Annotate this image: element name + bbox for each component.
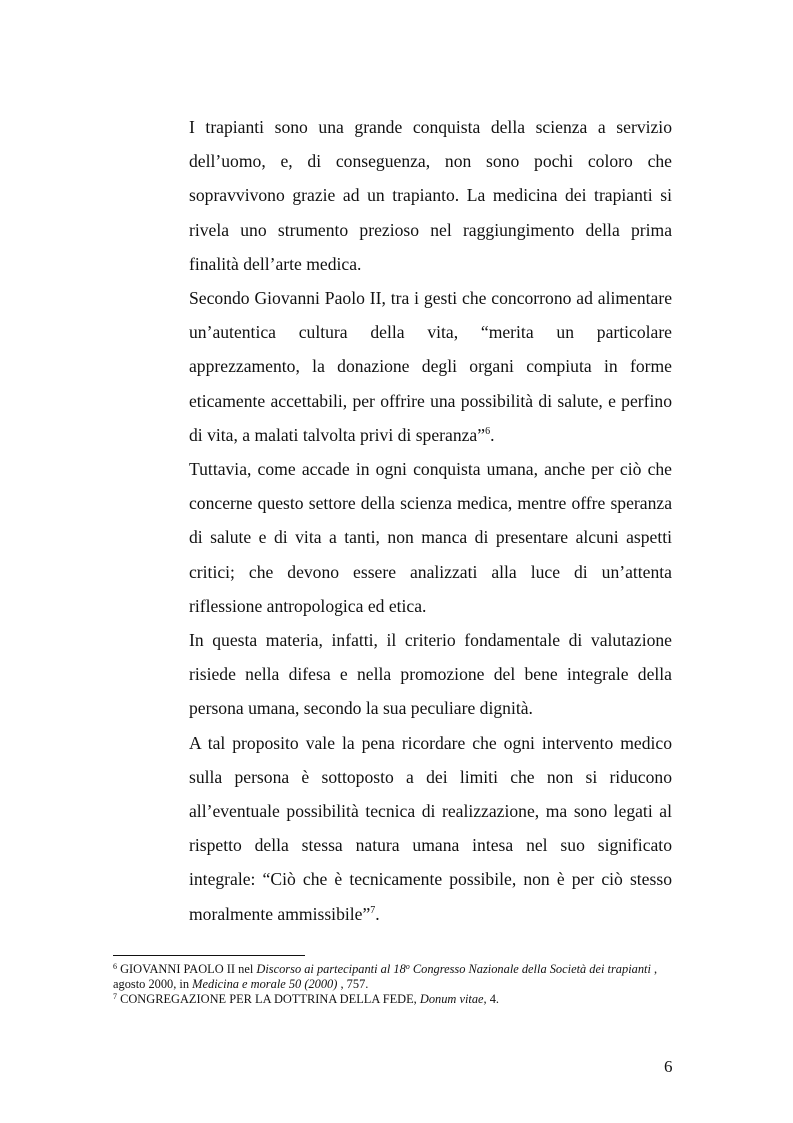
- paragraph-5: A tal proposito vale la pena ricordare che ogni intervento medico sulla persona è sottoposto a dei limiti che non si riducono all’eventuale possibilità tecnica di realizzazione, ma sono legati al rispetto della stessa natura umana intesa nel suo significato integrale: “Ciò che è tecnicamente possibile, non è per ciò stesso moralmente ammissibile”$^7$.: [189, 732, 672, 924]
- footnote-title: Discorso ai partecipanti al 18$^o$ Congresso Nazionale della Società dei trapianti: [256, 962, 655, 976]
- footnote-source: Medicina e morale 50 (2000): [192, 977, 341, 992]
- page-number: 6: [664, 1057, 673, 1076]
- footnote-6: $^6$ GIOVANNI PAOLO II nel Discorso ai partecipanti al 18$^o$ Congresso Nazionale della Società dei trapianti , agosto 2000, in Medicina e morale 50 (2000) , 757.: [113, 962, 658, 992]
- footnote-ref-7[interactable]: 7: [370, 904, 376, 916]
- footnote-mark: 6: [113, 962, 117, 971]
- footnote-mark: 7: [113, 992, 117, 1002]
- footnote-separator: [113, 955, 305, 956]
- paragraph-3: Tuttavia, come accade in ogni conquista umana, anche per ciò che concerne questo settore della scienza medica, mentre offre speranza di salute e di vita a tanti, non manca di presentare alcuni aspetti critici; che devono essere analizzati alla luce di un’attenta riflessione antropologica ed etica.: [189, 459, 672, 616]
- body-text: [189, 110, 672, 931]
- footnote-ref-6[interactable]: 6: [485, 425, 491, 437]
- paragraph-2: Secondo Giovanni Paolo II, tra i gesti che concorrono ad alimentare un’autentica cultura della vita, “merita un particolare apprezzamento, la donazione degli organi compiuta in forme eticamente accettabili, per offrire una possibilità di salute, e perfino di vita, a malati talvolta privi di speranza”$^6$.: [189, 288, 672, 445]
- footnotes: [113, 962, 683, 1008]
- footnote-title: Donum vitae,: [419, 992, 487, 1007]
- paragraph-4: In questa materia, infatti, il criterio fondamentale di valutazione risiede nella difesa e nella promozione del bene integrale della persona umana, secondo la sua peculiare dignità.: [189, 630, 672, 719]
- footnote-7: $^7$ CONGREGAZIONE PER LA DOTTRINA DELLA FEDE, Donum vitae, 4.: [113, 992, 500, 1007]
- paragraph-1: I trapianti sono una grande conquista della scienza a servizio dell’uomo, e, di conseguenza, non sono pochi coloro che sopravvivono grazie ad un trapianto. La medicina dei trapianti si rivela uno strumento prezioso nel raggiungimento della prima finalità dell’arte medica.: [189, 117, 672, 274]
